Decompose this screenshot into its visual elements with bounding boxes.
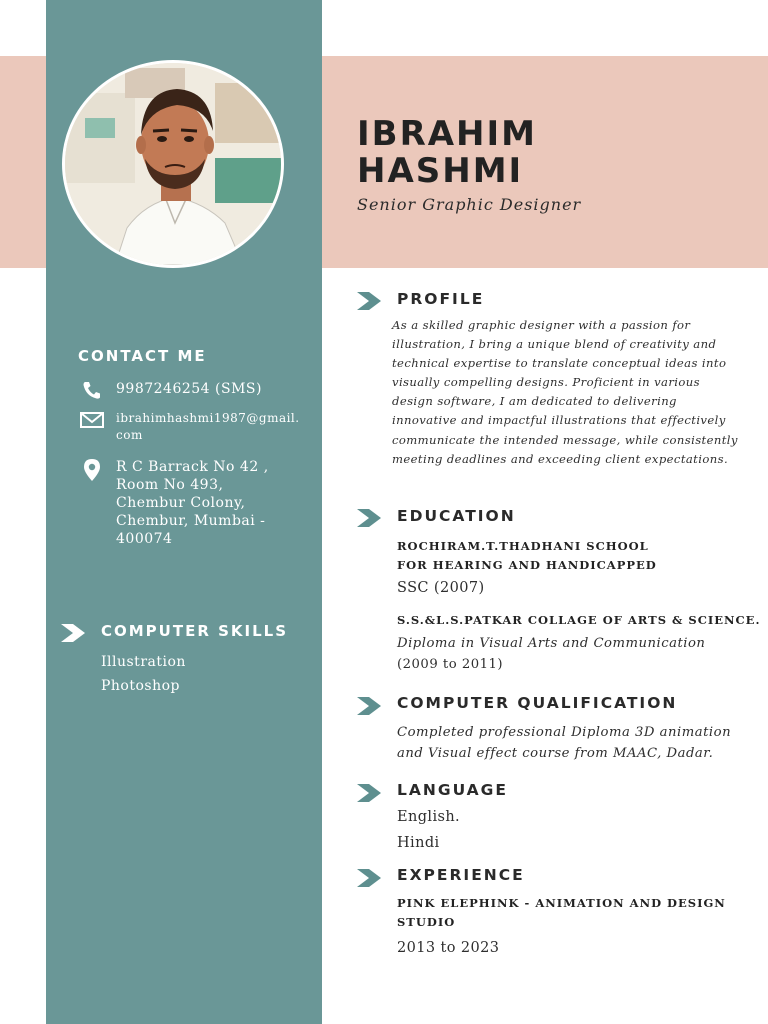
qualification-heading: COMPUTER QUALIFICATION [397, 694, 678, 712]
skill-item: Photoshop [101, 678, 181, 694]
chevron-arrow-icon [357, 509, 383, 527]
education-detail-line: (2009 to 2011) [397, 657, 504, 672]
chevron-arrow-icon [357, 292, 383, 310]
envelope-icon [80, 410, 104, 430]
education-detail [397, 633, 757, 675]
school-name-line: ROCHIRAM.T.THADHANI SCHOOL [397, 539, 649, 553]
qualification-detail [397, 722, 757, 764]
language-item: English. [397, 809, 461, 825]
contact-heading: CONTACT ME [78, 347, 207, 365]
chevron-arrow-icon [357, 784, 383, 802]
education-detail-line: Diploma in Visual Arts and Communication [397, 636, 706, 651]
chevron-arrow-icon [357, 869, 383, 887]
chevron-arrow-icon [357, 697, 383, 715]
profile-summary: As a skilled graphic designer with a passion for illustration, I bring a unique blend of creativity and technical expertise to translate conceptual ideas into visually compelling designs. Proficient in various design software, I am dedicated to delivering innovative and impactful illustrations that effectively communicate the intended message, while consistently meeting deadlines and exceeding client expectations. [392, 318, 738, 466]
skills-heading: COMPUTER SKILLS [101, 622, 289, 640]
profile-heading: PROFILE [397, 290, 485, 308]
experience-heading: EXPERIENCE [397, 866, 525, 884]
map-pin-icon [80, 458, 104, 482]
phone-number: 9987246254 (SMS) [116, 381, 262, 397]
chevron-arrow-icon [61, 624, 87, 642]
education-heading: EDUCATION [397, 507, 516, 525]
contact-email [80, 410, 300, 444]
contact-phone [80, 380, 262, 400]
qualification-line: and Visual effect course from MAAC, Dadar. [397, 746, 714, 761]
profile-photo [62, 60, 284, 268]
company-name [397, 894, 726, 932]
school-name-line: FOR HEARING AND HANDICAPPED [397, 558, 657, 572]
language-item: Hindi [397, 835, 440, 851]
contact-address [80, 458, 269, 548]
phone-icon [80, 380, 104, 400]
language-heading: LANGUAGE [397, 781, 508, 799]
job-title: Senior Graphic Designer [357, 195, 582, 214]
postal-address: R C Barrack No 42 , Room No 493, Chembur Colony, Chembur, Mumbai - 400074 [116, 459, 269, 547]
company-name-line: PINK ELEPHINK - ANIMATION AND DESIGN [397, 896, 726, 910]
qualification-line: Completed professional Diploma 3D animation [397, 725, 732, 740]
company-name-line: STUDIO [397, 915, 456, 929]
email-address: ibrahimhashmi1987@gmail. com [116, 411, 300, 442]
last-name: HASHMI [357, 151, 524, 191]
school-name [397, 537, 657, 575]
first-name: IBRAHIM [357, 114, 537, 154]
experience-period: 2013 to 2023 [397, 940, 500, 956]
education-detail: SSC (2007) [397, 580, 485, 596]
candidate-name [357, 116, 537, 190]
school-name [397, 611, 760, 630]
skill-item: Illustration [101, 654, 186, 670]
school-name-line: S.S.&L.S.PATKAR COLLAGE OF ARTS & SCIENCE. [397, 613, 761, 627]
